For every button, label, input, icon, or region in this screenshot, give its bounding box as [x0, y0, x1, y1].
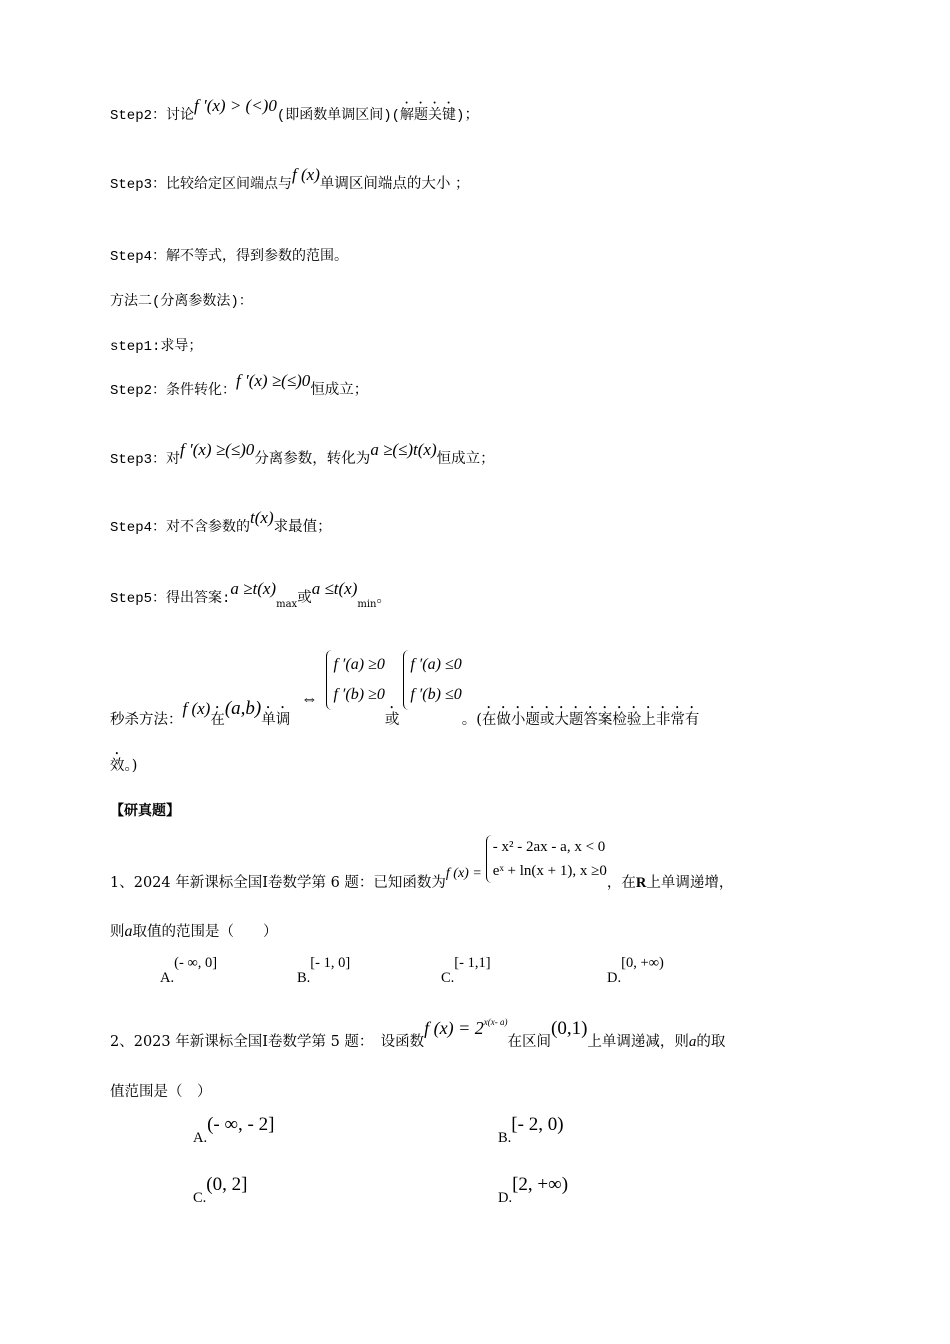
quick-method: 秒杀方法：f (x)在(a,b)单调 ⇔ f ′(a) ≥0 f ′(b) ≥0 或 f ′(a) ≤0 f ′(b) ≤0 。(在做小题或大题答案检验上非常有	[110, 650, 699, 710]
method2-step1: step1:求导；	[110, 339, 203, 355]
section-title: 【研真题】	[110, 803, 180, 819]
question-1: 1、2024 年新课标全国Ⅰ卷数学第 6 题：已知函数为f (x) = - x² - 2ax - a, x < 0 eˣ + ln(x + 1), x ≥0 ，在R上单调递增，	[110, 835, 733, 883]
q2-option-b[interactable]: B.[- 2, 0)	[498, 1114, 564, 1146]
method2-step5: Step5：得出答案:a $\ge t(x)_{max}$或$a \le t(x)_{min}$。	[110, 579, 391, 610]
method1-step4: Step4：解不等式，得到参数的范围。	[110, 249, 349, 265]
q2-option-d[interactable]: D.[2, +∞)	[498, 1174, 569, 1206]
method2-step2: Step2：条件转化：f ′(x) ≥(≤)0恒成立；	[110, 371, 369, 399]
q2-option-a[interactable]: A.(- ∞, - 2]	[193, 1114, 275, 1146]
question-2: 2、2023 年新课标全国Ⅰ卷数学第 5 题： 设函数f $(x) = 2^{x(x- a)}$在区间(0,1)上单调递减，则a的取	[110, 1017, 726, 1050]
method2-title: 方法二(分离参数法)：	[110, 294, 253, 310]
method1-step2: Step2：讨论f ′(x) > (<)0(即函数单调区间)(解题关键)；	[110, 96, 479, 124]
q1-option-b[interactable]: B.[- 1, 0]	[297, 955, 351, 986]
q1-option-c[interactable]: C.[- 1,1]	[441, 955, 491, 986]
quick-method-line2: 效。)	[110, 758, 138, 774]
q1-option-a[interactable]: A.(- ∞, 0]	[160, 955, 218, 986]
question-1-line2: 则a取值的范围是（ ）	[110, 923, 278, 940]
system-nonneg: f ′(a) ≥0 f ′(b) ≥0	[326, 650, 384, 710]
iff-symbol: ⇔	[300, 689, 318, 708]
system-nonpos: f ′(a) ≤0 f ′(b) ≤0	[403, 650, 461, 710]
method2-step4: Step4：对不含参数的t(x)求最值；	[110, 508, 332, 536]
derivative-expression: f ′(x) > (<)0	[194, 96, 277, 115]
q2-option-c[interactable]: C.(0, 2]	[193, 1174, 248, 1206]
method1-step3: Step3：比较给定区间端点与f (x)单调区间端点的大小 ；	[110, 165, 470, 193]
q1-option-d[interactable]: D.[0, +∞)	[607, 955, 664, 986]
question-2-line2: 值范围是（ ）	[110, 1084, 212, 1100]
piecewise-cases: - x² - 2ax - a, x < 0 eˣ + ln(x + 1), x ≥0	[486, 835, 607, 883]
method2-step3: Step3：对f ′(x) ≥(≤)0分离参数，转化为a ≥(≤)t(x)恒成立；	[110, 440, 495, 468]
emphasis-key: (解题关键)	[391, 108, 465, 124]
